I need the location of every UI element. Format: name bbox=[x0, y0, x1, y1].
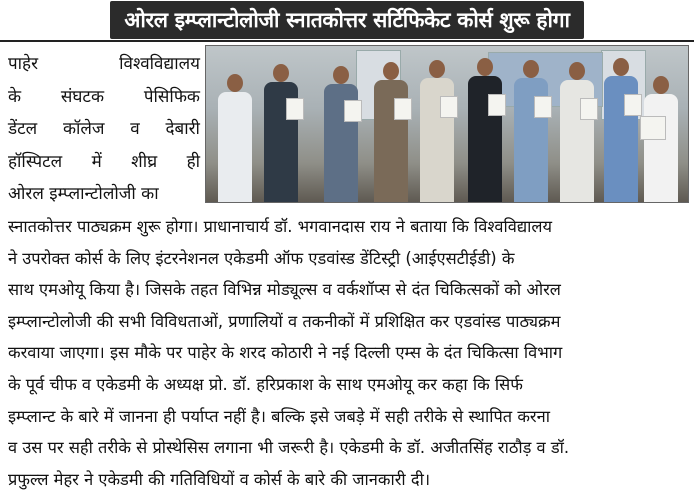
headline-bar bbox=[0, 0, 694, 42]
body-line: इम्प्लान्ट के बारे में जानना ही पर्याप्त नहीं है। बल्कि इसे जबड़े में सही तरीके से स्थापित करना bbox=[8, 406, 550, 426]
body-line: साथ एमओयू किया है। जिसके तहत विभिन्न मोड्यूल्स व वर्कशॉप्स से दंत चिकित्सकों को ओरल bbox=[8, 280, 561, 300]
lead-word: देबारी bbox=[165, 119, 200, 139]
lead-line bbox=[8, 178, 200, 211]
lead-word: पाहेर bbox=[8, 54, 39, 74]
body-line: स्नातकोत्तर पाठ्यक्रम शुरू होगा। प्राधानाचार्य डॉ. भगवानदास राय ने बताया कि विश्वविद्यालय bbox=[8, 217, 553, 236]
body-line: ने उपरोक्त कोर्स के लिए इंटरनेशनल एकेडमी ऑफ एडवांस्ड डेंटिस्ट्री (आईएसटीईडी) के bbox=[8, 248, 515, 268]
body-line: व उस पर सही तरीके से प्रोस्थेसिस लगाना भी जरूरी है। एकेडमी के डॉ. अजीतसिंह राठौड़ व डॉ. bbox=[8, 438, 570, 458]
lead-line bbox=[8, 113, 200, 146]
body-line: के पूर्व चीफ व एकेडमी के अध्यक्ष प्रो. डॉ. हरिप्रकाश के साथ एमओयू कर कहा कि सिर्फ bbox=[8, 374, 523, 394]
lead-word: में bbox=[91, 151, 102, 172]
lead-line bbox=[8, 48, 200, 81]
body-line: इम्प्लान्टोलोजी की सभी विविधताओं, प्रणालियों व तकनीकों में प्रशिक्षित कर एडवांस्ड पाठ्यक्रम bbox=[8, 311, 561, 331]
article-body bbox=[8, 211, 688, 492]
lead-word: ओरल इम्प्लान्टोलोजी का bbox=[8, 184, 159, 204]
article-photo bbox=[205, 45, 689, 203]
lead-word: संघटक bbox=[60, 86, 105, 107]
lead-line bbox=[8, 146, 200, 179]
lead-word: डेंटल bbox=[8, 119, 38, 139]
lead-word: पेसिफिक bbox=[143, 86, 200, 107]
lead-line bbox=[8, 81, 200, 114]
body-line: प्रफुल्ल मेहर ने एकेडमी की गतिविधियों व कोर्स के बारे की जानकारी दी। bbox=[8, 469, 431, 489]
lead-word: हॉस्पिटल bbox=[8, 151, 63, 172]
lead-paragraph bbox=[8, 48, 200, 211]
lead-word: कॉलेज bbox=[62, 119, 105, 139]
lead-word: ही bbox=[186, 151, 200, 172]
lead-word: शीघ्र bbox=[131, 151, 158, 172]
lead-word: विश्वविद्यालय bbox=[119, 54, 200, 74]
lead-word: व bbox=[130, 119, 140, 139]
body-line: करवाया जाएगा। इस मौके पर पाहेर के शरद कोठारी ने नई दिल्ली एम्स के दंत चिकित्सा विभाग bbox=[8, 343, 563, 363]
article-headline: ओरल इम्प्लान्टोलोजी स्नातकोत्तर सर्टिफिकेट कोर्स शुरू होगा bbox=[110, 1, 583, 39]
lead-word: के bbox=[8, 86, 22, 107]
